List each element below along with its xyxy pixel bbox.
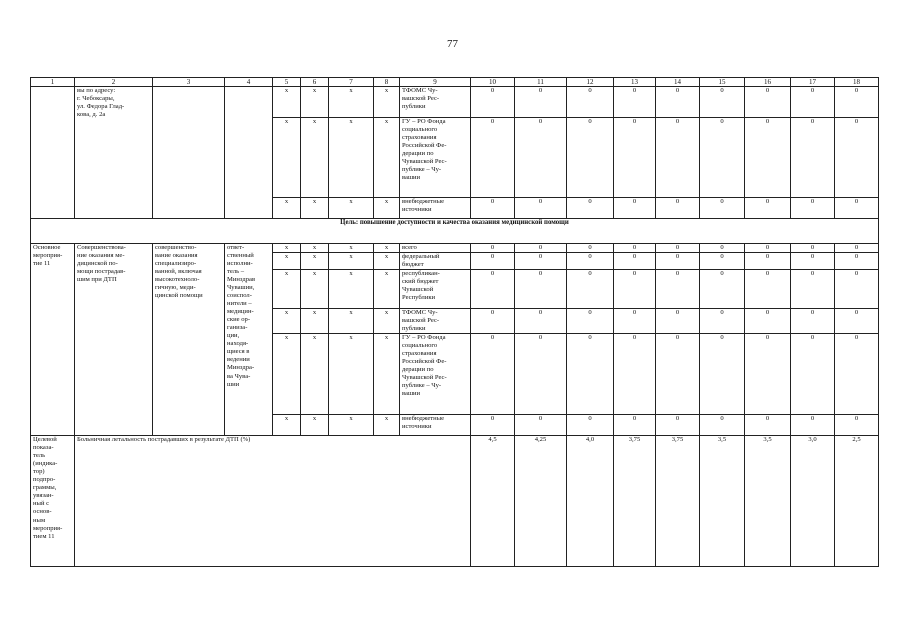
- indicator-value: 4,0: [567, 436, 614, 567]
- program-table: [30, 77, 879, 567]
- column-number: 10: [471, 78, 515, 87]
- column-number: 4: [225, 78, 273, 87]
- value-cell: 0: [614, 198, 656, 219]
- goal-row: [31, 219, 879, 244]
- value-cell: 0: [614, 253, 656, 270]
- x-mark: х: [329, 309, 374, 334]
- value-cell: 0: [656, 198, 700, 219]
- indicator-value: 4,25: [515, 436, 567, 567]
- x-mark: х: [329, 244, 374, 253]
- x-mark: х: [374, 198, 400, 219]
- value-cell: 0: [700, 309, 745, 334]
- x-mark: х: [329, 118, 374, 198]
- value-cell: 0: [745, 253, 791, 270]
- goal-heading: Цель: повышение доступности и качества оказания медицинской помощи: [31, 219, 879, 244]
- x-mark: х: [273, 118, 301, 198]
- x-mark: х: [374, 415, 400, 436]
- x-mark: х: [374, 270, 400, 309]
- funding-source: ГУ – РО Фонда социального страхования Российской Фе- дерации по Чувашской Рес- публике – Чу- вашии: [400, 118, 471, 198]
- value-cell: 0: [515, 198, 567, 219]
- value-cell: 0: [515, 87, 567, 118]
- value-cell: 0: [515, 334, 567, 415]
- value-cell: 0: [791, 87, 835, 118]
- x-mark: х: [301, 244, 329, 253]
- empty-cell: [153, 87, 225, 219]
- value-cell: 0: [835, 87, 879, 118]
- value-cell: 0: [567, 253, 614, 270]
- value-cell: 0: [471, 309, 515, 334]
- x-mark: х: [329, 270, 374, 309]
- value-cell: 0: [700, 415, 745, 436]
- value-cell: 0: [791, 334, 835, 415]
- value-cell: 0: [700, 270, 745, 309]
- funding-source: республикан- ский бюджет Чувашской Республики: [400, 270, 471, 309]
- empty-cell: [225, 87, 273, 219]
- value-cell: 0: [471, 118, 515, 198]
- value-cell: 0: [700, 334, 745, 415]
- indicator-value: 3,75: [656, 436, 700, 567]
- value-cell: 0: [700, 87, 745, 118]
- value-cell: 0: [471, 270, 515, 309]
- measure-title: Совершенствова- ние оказания ме- дицинской по- мощи пострадав- шим при ДТП: [75, 244, 153, 436]
- x-mark: х: [273, 87, 301, 118]
- value-cell: 0: [700, 253, 745, 270]
- address-cell: вы по адресу: г. Чебоксары, ул. Федора Глад- кова, д. 2а: [75, 87, 153, 219]
- value-cell: 0: [567, 415, 614, 436]
- column-number: 12: [567, 78, 614, 87]
- x-mark: х: [329, 253, 374, 270]
- value-cell: 0: [567, 244, 614, 253]
- value-cell: 0: [614, 118, 656, 198]
- x-mark: х: [329, 415, 374, 436]
- value-cell: 0: [700, 244, 745, 253]
- value-cell: 0: [745, 87, 791, 118]
- value-cell: 0: [656, 334, 700, 415]
- value-cell: 0: [791, 270, 835, 309]
- value-cell: 0: [745, 118, 791, 198]
- column-number: 17: [791, 78, 835, 87]
- x-mark: х: [273, 198, 301, 219]
- header-row: [31, 78, 879, 87]
- value-cell: 0: [515, 118, 567, 198]
- column-number: 11: [515, 78, 567, 87]
- value-cell: 0: [567, 87, 614, 118]
- x-mark: х: [301, 309, 329, 334]
- value-cell: 0: [515, 415, 567, 436]
- x-mark: х: [301, 118, 329, 198]
- value-cell: 0: [614, 270, 656, 309]
- column-number: 18: [835, 78, 879, 87]
- value-cell: 0: [835, 334, 879, 415]
- value-cell: 0: [700, 118, 745, 198]
- value-cell: 0: [656, 270, 700, 309]
- value-cell: 0: [656, 253, 700, 270]
- value-cell: 0: [614, 87, 656, 118]
- indicator-value: 3,75: [614, 436, 656, 567]
- funding-source: ТФОМС Чу- вашской Рес- публики: [400, 87, 471, 118]
- value-cell: 0: [515, 253, 567, 270]
- funding-source: всего: [400, 244, 471, 253]
- value-cell: 0: [614, 334, 656, 415]
- value-cell: 0: [567, 309, 614, 334]
- value-cell: 0: [471, 253, 515, 270]
- page-number: 77: [447, 38, 458, 50]
- x-mark: х: [374, 253, 400, 270]
- value-cell: 0: [745, 198, 791, 219]
- x-mark: х: [273, 270, 301, 309]
- value-cell: 0: [567, 198, 614, 219]
- value-cell: 0: [515, 270, 567, 309]
- value-cell: 0: [471, 244, 515, 253]
- value-cell: 0: [835, 244, 879, 253]
- value-cell: 0: [567, 270, 614, 309]
- value-cell: 0: [745, 334, 791, 415]
- x-mark: х: [374, 87, 400, 118]
- column-number: 16: [745, 78, 791, 87]
- x-mark: х: [273, 244, 301, 253]
- value-cell: 0: [656, 309, 700, 334]
- value-cell: 0: [835, 309, 879, 334]
- indicator-text: Больничная летальность пострадавших в результате ДТП (%): [75, 436, 471, 567]
- x-mark: х: [301, 415, 329, 436]
- x-mark: х: [374, 244, 400, 253]
- value-cell: 0: [835, 415, 879, 436]
- empty-cell: [31, 87, 75, 219]
- table-row: [31, 244, 879, 253]
- value-cell: 0: [791, 309, 835, 334]
- x-mark: х: [273, 309, 301, 334]
- indicator-label: Целевой показа- тель (индика- тор) подпро- граммы, увязан- ный с основ- ным мероприя- тием 11: [31, 436, 75, 567]
- table-row: [31, 87, 879, 118]
- value-cell: 0: [471, 415, 515, 436]
- value-cell: 0: [471, 198, 515, 219]
- indicator-value: 3,5: [700, 436, 745, 567]
- x-mark: х: [329, 334, 374, 415]
- value-cell: 0: [656, 118, 700, 198]
- value-cell: 0: [471, 334, 515, 415]
- value-cell: 0: [745, 270, 791, 309]
- measure-description: совершенство- вание оказания специализиро- ванной, включая высокотехноло- гичную, меди- цинской помощи: [153, 244, 225, 436]
- indicator-row: [31, 436, 879, 567]
- value-cell: 0: [656, 244, 700, 253]
- funding-source: ГУ – РО Фонда социального страхования Российской Фе- дерации по Чувашской Рес- публике – Чу- вашии: [400, 334, 471, 415]
- x-mark: х: [273, 415, 301, 436]
- value-cell: 0: [614, 309, 656, 334]
- value-cell: 0: [835, 253, 879, 270]
- x-mark: х: [374, 309, 400, 334]
- value-cell: 0: [791, 118, 835, 198]
- column-number: 5: [273, 78, 301, 87]
- value-cell: 0: [791, 198, 835, 219]
- x-mark: х: [273, 334, 301, 415]
- value-cell: 0: [835, 198, 879, 219]
- column-number: 13: [614, 78, 656, 87]
- column-number: 2: [75, 78, 153, 87]
- x-mark: х: [374, 334, 400, 415]
- value-cell: 0: [656, 87, 700, 118]
- value-cell: 0: [614, 415, 656, 436]
- column-number: 3: [153, 78, 225, 87]
- column-number: 9: [400, 78, 471, 87]
- x-mark: х: [329, 87, 374, 118]
- indicator-value: 2,5: [835, 436, 879, 567]
- x-mark: х: [374, 118, 400, 198]
- value-cell: 0: [745, 415, 791, 436]
- funding-source: ТФОМС Чу- вашской Рес- публики: [400, 309, 471, 334]
- funding-source: федеральный бюджет: [400, 253, 471, 270]
- indicator-value: 3,5: [745, 436, 791, 567]
- value-cell: 0: [791, 415, 835, 436]
- value-cell: 0: [835, 270, 879, 309]
- column-number: 1: [31, 78, 75, 87]
- value-cell: 0: [656, 415, 700, 436]
- column-number: 8: [374, 78, 400, 87]
- value-cell: 0: [614, 244, 656, 253]
- value-cell: 0: [567, 334, 614, 415]
- value-cell: 0: [835, 118, 879, 198]
- x-mark: х: [301, 334, 329, 415]
- value-cell: 0: [471, 87, 515, 118]
- funding-source: внебюджетные источники: [400, 198, 471, 219]
- column-number: 14: [656, 78, 700, 87]
- value-cell: 0: [791, 253, 835, 270]
- value-cell: 0: [745, 244, 791, 253]
- measure-name: Основное мероприя- тие 11: [31, 244, 75, 436]
- value-cell: 0: [515, 309, 567, 334]
- x-mark: х: [301, 198, 329, 219]
- value-cell: 0: [700, 198, 745, 219]
- value-cell: 0: [791, 244, 835, 253]
- column-number: 6: [301, 78, 329, 87]
- x-mark: х: [301, 253, 329, 270]
- value-cell: 0: [515, 244, 567, 253]
- value-cell: 0: [745, 309, 791, 334]
- funding-source: внебюджетные источники: [400, 415, 471, 436]
- column-number: 7: [329, 78, 374, 87]
- x-mark: х: [273, 253, 301, 270]
- value-cell: 0: [567, 118, 614, 198]
- x-mark: х: [301, 87, 329, 118]
- column-number: 15: [700, 78, 745, 87]
- indicator-value: 4,5: [471, 436, 515, 567]
- responsible-executor: ответ- ственный исполни- тель – Минздрав Чувашии, соиспол- нители – медицин- ские ор- ганиза- ции, находя- щиеся в ведении Минздра- ва Чува- шии: [225, 244, 273, 436]
- x-mark: х: [301, 270, 329, 309]
- x-mark: х: [329, 198, 374, 219]
- indicator-value: 3,0: [791, 436, 835, 567]
